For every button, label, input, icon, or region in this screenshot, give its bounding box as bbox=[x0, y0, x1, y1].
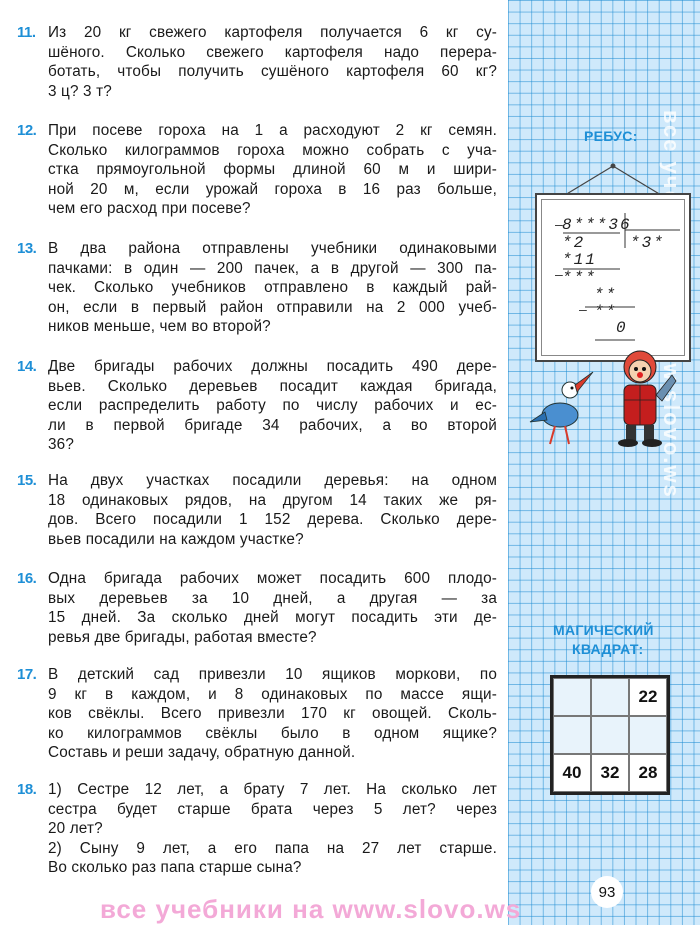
task-line: На двух участках посадили деревья: на одном bbox=[48, 472, 497, 489]
task-line: ков свёклы. Всего привезли 170 кг овощей. Сколь- bbox=[48, 705, 497, 722]
rebus-title: РЕБУС: bbox=[584, 128, 638, 144]
task-line: если распределить работу по числу рабочих и ес- bbox=[48, 397, 497, 414]
task-line: ботать, чтобы получить сушёного картофеля 60 кг? bbox=[48, 63, 497, 80]
task-number: 17. bbox=[17, 666, 37, 683]
task-line: 36? bbox=[48, 436, 74, 453]
task-line: вьев посадили на каждом участке? bbox=[48, 530, 304, 548]
watermark: все учебники на www.slovo.ws bbox=[100, 894, 522, 924]
task-line: 20 лет? bbox=[48, 820, 103, 837]
task-line: ников меньше, чем во второй? bbox=[48, 318, 271, 335]
page-number: 93 bbox=[591, 876, 623, 908]
magic-cell: 22 bbox=[629, 678, 667, 716]
task-line: 9 кг в каждом, и 8 одинаковых по массе ящи- bbox=[48, 685, 497, 703]
magic-cell bbox=[553, 678, 591, 716]
task-line: В детский сад привезли 10 ящиков моркови, по bbox=[48, 666, 497, 683]
magic-cell: 40 bbox=[553, 754, 591, 792]
task-line: шёного. Сколько свежего картофеля надо перера- bbox=[48, 43, 497, 61]
rebus-subtrahend-3: ** bbox=[594, 303, 618, 321]
task-number: 12. bbox=[17, 122, 37, 139]
magic-cell bbox=[591, 716, 629, 754]
magic-title-line2: КВАДРАТ: bbox=[572, 641, 644, 657]
task-line: ли в первой бригаде 34 рабочих, а во второй bbox=[48, 416, 497, 434]
magic-cell bbox=[553, 716, 591, 754]
task-number: 14. bbox=[17, 358, 37, 375]
task-line: чем его расход при посеве? bbox=[48, 200, 251, 217]
magic-cell bbox=[591, 678, 629, 716]
task-line: Сколько килограммов гороха можно собрать с уча- bbox=[48, 141, 497, 159]
task-line: вых деревьев за 10 дней, а другая — за bbox=[48, 589, 497, 607]
task-number: 18. bbox=[17, 781, 37, 798]
magic-title-line1: МАГИЧЕСКИЙ bbox=[553, 622, 654, 638]
magic-square bbox=[550, 675, 670, 795]
task-line: чек. Сколько учебников отправлено в каждый рай- bbox=[48, 279, 497, 296]
rebus-remainder-1: *11 bbox=[562, 251, 597, 269]
task-line: Две бригады рабочих должны посадить 490 дере- bbox=[48, 358, 497, 375]
task-line: ной 20 м, если урожай гороха в 16 раз больше, bbox=[48, 180, 497, 198]
task-line: 2) Сыну 9 лет, а его папа на 27 лет старше. bbox=[48, 839, 497, 857]
task-line: Составь и реши задачу, обратную данной. bbox=[48, 744, 356, 761]
rebus-dividend: 8***36 bbox=[562, 216, 632, 234]
task-number: 11. bbox=[17, 24, 36, 41]
rebus-remainder-2: ** bbox=[594, 286, 618, 304]
task-line: 1) Сестре 12 лет, а брату 7 лет. На сколько лет bbox=[48, 781, 497, 798]
task-line: пачками: в один — 200 пачек, а в другой — 300 па- bbox=[48, 259, 497, 277]
task-line: дов. Всего посадили 1 152 дерева. Сколько дере- bbox=[48, 511, 497, 528]
magic-cell: 28 bbox=[629, 754, 667, 792]
rebus-subtrahend-2: *** bbox=[562, 269, 597, 287]
rebus-final-remainder: 0 bbox=[616, 319, 628, 337]
task-line: 3 ц? 3 т? bbox=[48, 82, 112, 100]
task-number: 13. bbox=[17, 240, 37, 257]
bird-illustration-icon bbox=[525, 360, 595, 450]
task-line: При посеве гороха на 1 а расходуют 2 кг семян. bbox=[48, 122, 497, 139]
task-line: В два района отправлены учебники одинаковыми bbox=[48, 240, 497, 257]
task-line: сестра будет старше брата через 5 лет? через bbox=[48, 800, 497, 818]
task-line: ревья две бригады, работая вместе? bbox=[48, 628, 317, 646]
magic-cell bbox=[629, 716, 667, 754]
task-line: ко килограммов свёклы было в одном ящике? bbox=[48, 724, 497, 742]
task-line: Одна бригада рабочих может посадить 600 плодо- bbox=[48, 570, 497, 587]
task-number: 15. bbox=[17, 472, 37, 489]
rebus-quotient: *3* bbox=[630, 234, 665, 252]
task-number: 16. bbox=[17, 570, 37, 587]
task-line: он, если в первый район отправили на 2 000 учеб- bbox=[48, 298, 497, 316]
clown-illustration-icon bbox=[600, 345, 680, 450]
magic-cell: 32 bbox=[591, 754, 629, 792]
task-line: 18 одинаковых рядов, на другом 14 таких же ря- bbox=[48, 491, 497, 509]
task-line: стка прямоугольной формы длиной 60 м и шири- bbox=[48, 161, 497, 178]
rebus-subtrahend-1: *2 bbox=[562, 234, 586, 252]
task-line: Из 20 кг свежего картофеля получается 6 кг су- bbox=[48, 24, 497, 41]
task-line: Во сколько раз папа старше сына? bbox=[48, 859, 302, 876]
svg-text:–: – bbox=[555, 266, 563, 282]
svg-text:–: – bbox=[579, 301, 587, 317]
task-line: вьев. Сколько деревьев посадит каждая бригада, bbox=[48, 377, 497, 395]
svg-text:–: – bbox=[555, 216, 563, 232]
task-line: 15 дней. За сколько дней могут посадить эти де- bbox=[48, 609, 497, 626]
